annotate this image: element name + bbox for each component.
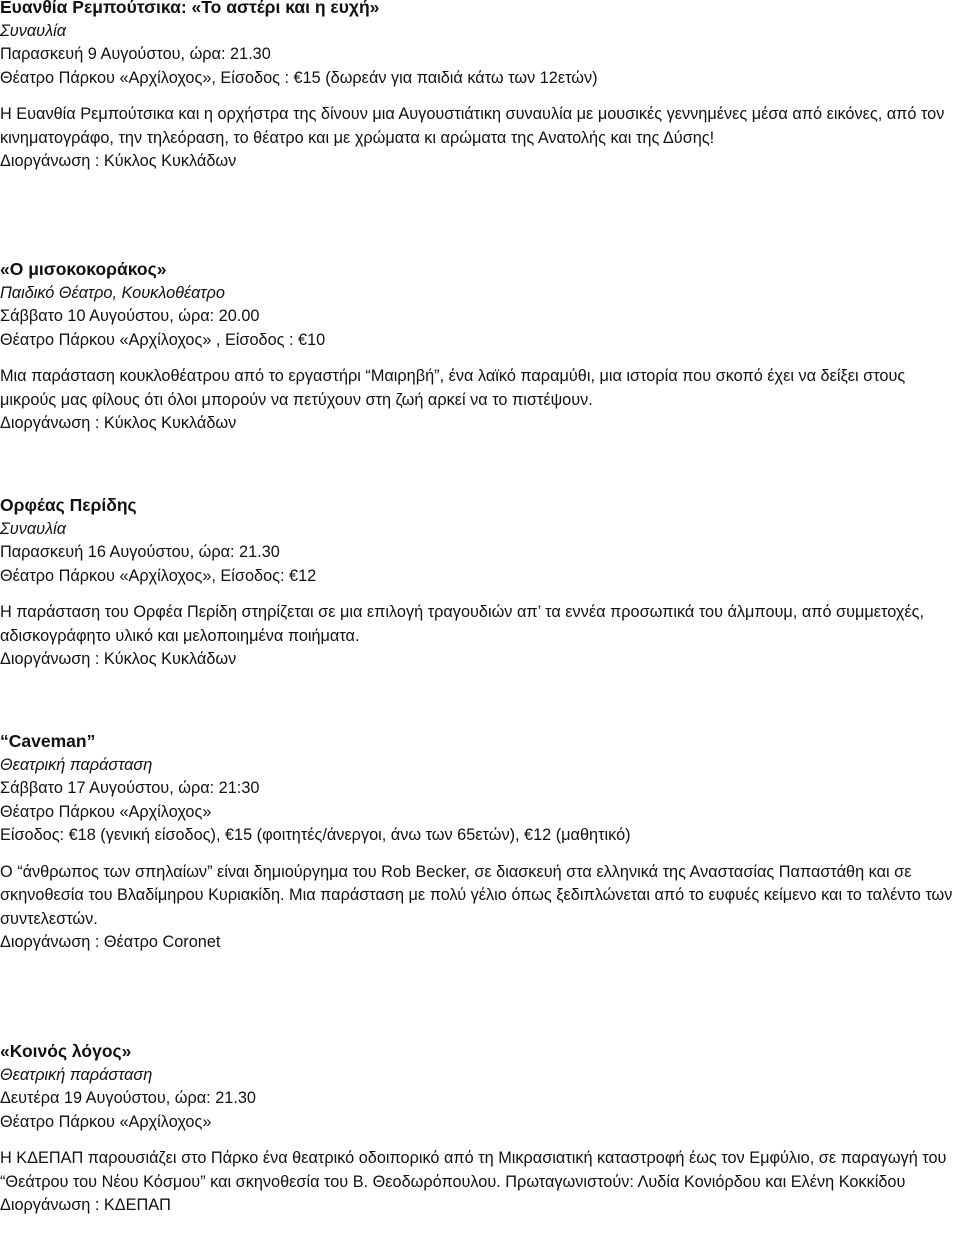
- event-title: Ευανθία Ρεμπούτσικα: «Το αστέρι και η ευχή»: [0, 0, 380, 17]
- event-rempoutsika: [0, 0, 960, 174]
- event-title: “Caveman”: [0, 731, 96, 751]
- event-venue: Θέατρο Πάρκου «Αρχίλοχος», Είσοδος : €15 (δωρεάν για παιδιά κάτω των 12ετών): [0, 68, 598, 87]
- event-date: Δευτέρα 19 Αυγούστου, ώρα: 21.30: [0, 1089, 256, 1107]
- event-organizer: Διοργάνωση : ΚΔΕΠΑΠ: [0, 1196, 171, 1214]
- event-organizer: Διοργάνωση : Κύκλος Κυκλάδων: [0, 152, 237, 170]
- event-type: Συναυλία: [0, 519, 67, 538]
- event-description: Η Ευανθία Ρεμπούτσικα και η ορχήστρα της δίνουν μια Αυγουστιάτικη συναυλία με μουσικές γεννημένες μέσα από εικόνες, από τον κινηματογράφο, την τηλεόραση, το θέατρο και με χρώματα κι αρώματα της Ανατολής και της Δύσης!: [0, 105, 945, 147]
- event-orfeas-peridis: [0, 494, 960, 672]
- event-type: Παιδικό Θέατρο, Κουκλοθέατρο: [0, 283, 225, 302]
- event-description: Η ΚΔΕΠΑΠ παρουσιάζει στο Πάρκο ένα θεατρικό οδοιπορικό από τη Μικρασιατική καταστροφή έως τον Εμφύλιο, σε παραγωγή του “Θεάτρου του Νέου Κόσμου” και σκηνοθεσία του Β. Θεοδωρόπουλου. Πρωταγωνιστούν: Λυδία Κονιόρδου και Ελένη Κοκκίδου: [0, 1149, 947, 1191]
- event-koinos-logos: [0, 1040, 960, 1218]
- event-date: Παρασκευή 9 Αυγούστου, ώρα: 21.30: [0, 45, 271, 63]
- event-description: Η παράσταση του Ορφέα Περίδη στηρίζεται σε μια επιλογή τραγουδιών απ’ τα εννέα προσωπικά του άλμπουμ, από συμμετοχές, αδισκογράφητο υλικό και μελοποιημένα ποιήματα.: [0, 603, 925, 645]
- event-description: Ο “άνθρωπος των σπηλαίων” είναι δημιούργημα του Rob Becker, σε διασκευή στα ελληνικά της Αναστασίας Παπαστάθη και σε σκηνοθεσία του Βλαδίμηρου Κυριακίδη. Μια παράσταση με πολύ γέλιο όπως ξεδιπλώνεται από το ευφυές κείμενο και το ταλέντο των συντελεστών.: [0, 862, 953, 928]
- event-venue: Θέατρο Πάρκου «Αρχίλοχος» , Είσοδος : €10: [0, 330, 326, 349]
- event-venue: Θέατρο Πάρκου «Αρχίλοχος»: [0, 802, 212, 821]
- event-date: Σάββατο 10 Αυγούστου, ώρα: 20.00: [0, 307, 260, 325]
- event-type: Συναυλία: [0, 21, 67, 40]
- event-organizer: Διοργάνωση : Θέατρο Coronet: [0, 933, 221, 951]
- event-date: Σάββατο 17 Αυγούστου, ώρα: 21:30: [0, 779, 260, 797]
- event-misokokorakos: [0, 258, 960, 436]
- event-type: Θεατρική παράσταση: [0, 755, 153, 774]
- event-venue: Θέατρο Πάρκου «Αρχίλοχος», Είσοδος: €12: [0, 566, 317, 585]
- event-description: Μια παράσταση κουκλοθέατρου από το εργαστήρι “Μαιρηβή”, ένα λαϊκό παραμύθι, μια ιστορία που σκοπό έχει να δείξει στους μικρούς μας φίλους ότι όλοι μπορούν να πετύχουν στη ζωή αρκεί να το πιστέψουν.: [0, 367, 906, 409]
- event-type: Θεατρική παράσταση: [0, 1065, 153, 1084]
- event-title: Ορφέας Περίδης: [0, 495, 137, 515]
- event-title: «Κοινός λόγος»: [0, 1041, 132, 1061]
- event-date: Παρασκευή 16 Αυγούστου, ώρα: 21.30: [0, 543, 280, 561]
- event-organizer: Διοργάνωση : Κύκλος Κυκλάδων: [0, 650, 237, 668]
- event-title: «Ο μισοκοκοράκος»: [0, 259, 167, 279]
- event-tickets: Είσοδος: €18 (γενική είσοδος), €15 (φοιτητές/άνεργοι, άνω των 65ετών), €12 (μαθητικό): [0, 826, 631, 844]
- event-organizer: Διοργάνωση : Κύκλος Κυκλάδων: [0, 414, 237, 432]
- event-caveman: [0, 730, 960, 955]
- event-venue: Θέατρο Πάρκου «Αρχίλοχος»: [0, 1112, 212, 1131]
